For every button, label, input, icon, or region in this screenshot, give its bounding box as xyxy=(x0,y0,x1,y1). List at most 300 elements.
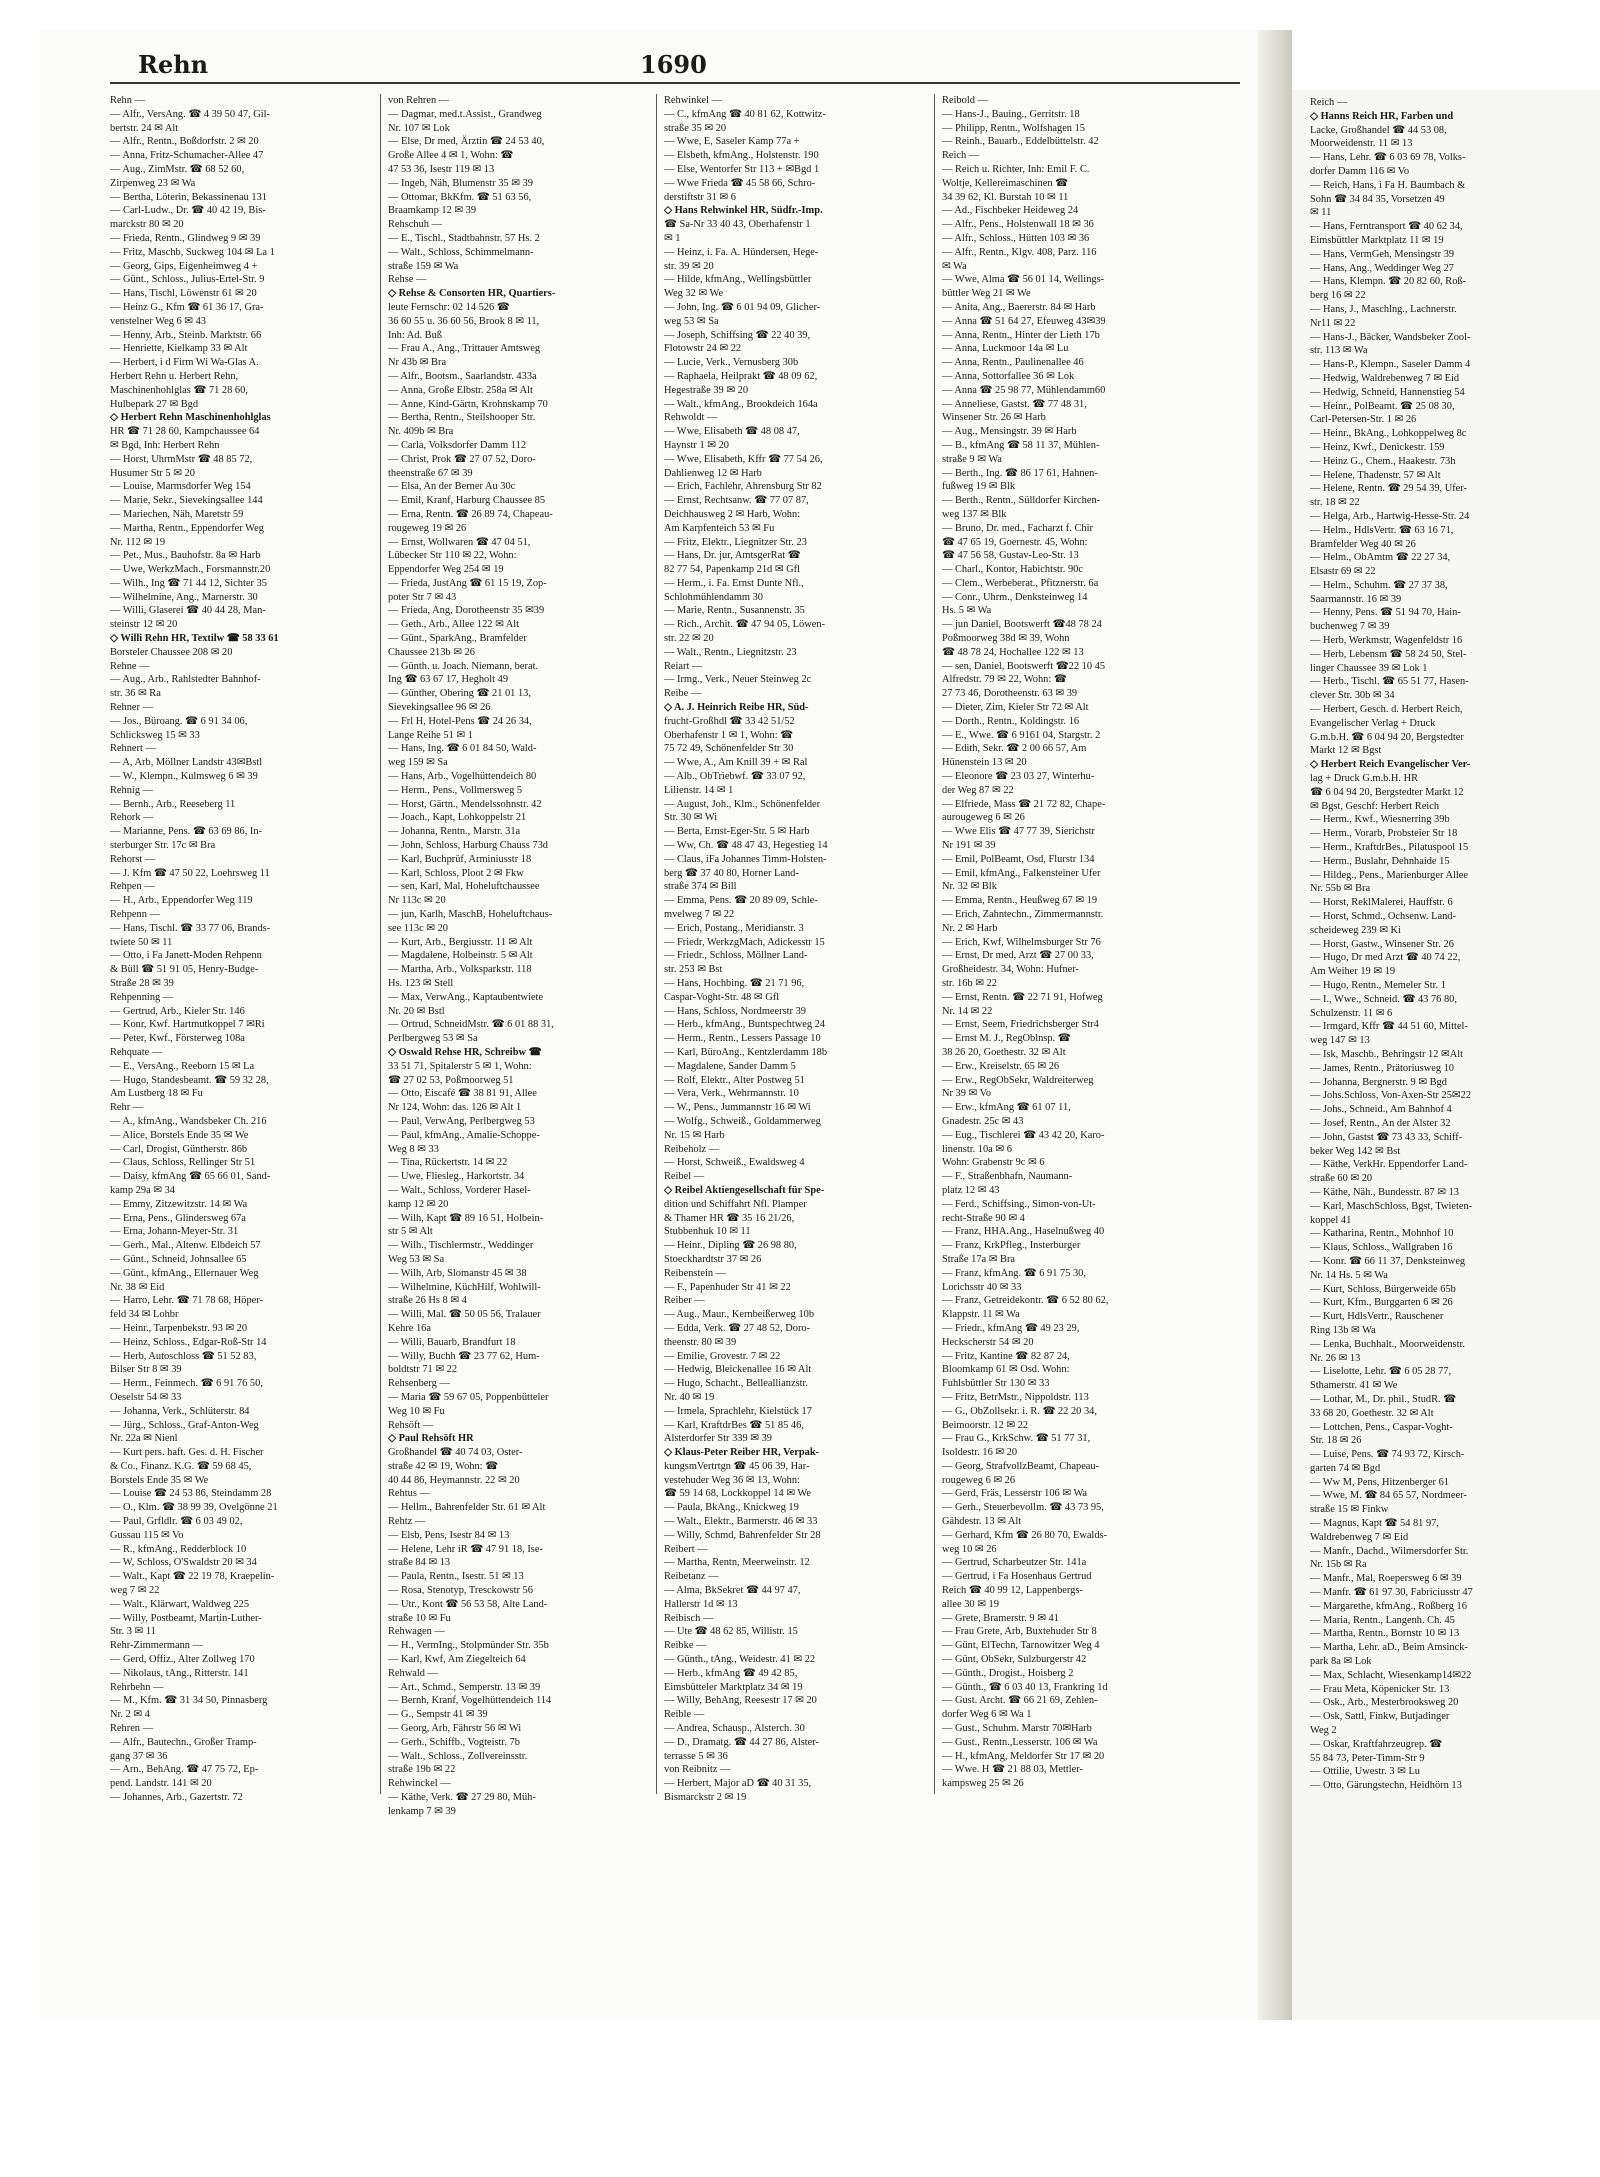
directory-entry-line: — Günth., tAng., Weidestr. 41 ✉ 22 xyxy=(664,1654,816,1666)
directory-entry-line: — Hans, Dr. jur, AmtsgerRat ☎ xyxy=(664,550,801,562)
directory-entry-line: — Franz, HHA.Ang., Haselnußweg 40 xyxy=(942,1226,1105,1238)
column-divider xyxy=(934,94,935,1794)
directory-entry-line: — Joseph, Schiffsing ☎ 22 40 39, xyxy=(664,329,811,341)
directory-entry-line: Gnadestr. 25c ✉ 43 xyxy=(942,1115,1024,1127)
adjacent-entry-line: — Käthe, VerkHr. Eppendorfer Land- xyxy=(1310,1159,1468,1171)
directory-entry-line: Bilser Str 8 ✉ 39 xyxy=(110,1364,182,1376)
directory-entry-line: — Dieter, Zim, Kieler Str 72 ✉ Alt xyxy=(942,702,1089,714)
adjacent-entry-line: — Herb, Werkmstr, Wagenfeldstr 16 xyxy=(1310,635,1463,647)
directory-entry-line: Rehorst — xyxy=(110,853,156,865)
directory-entry-line: — Wilh, Kapt ☎ 89 16 51, Holbein- xyxy=(388,1212,544,1224)
directory-entry-line: — Gerh., Steuerbevollm. ☎ 43 73 95, xyxy=(942,1502,1104,1514)
directory-entry-line: — Heinr., Tarpenbekstr. 93 ✉ 20 xyxy=(110,1322,248,1334)
directory-entry-line: — Horst, UhrmMstr ☎ 48 85 72, xyxy=(110,453,253,465)
directory-entry-line: von Rehren — xyxy=(388,95,450,106)
directory-entry-line: — Herbert, Major aD ☎ 40 31 35, xyxy=(664,1778,812,1790)
directory-entry-line: — Else, Dr med, Ärztin ☎ 24 53 40, xyxy=(388,136,545,148)
directory-entry-line: ☎ 47 56 58, Gustav-Leo-Str. 13 xyxy=(942,550,1079,562)
directory-entry-line: Reiber — xyxy=(664,1295,705,1307)
adjacent-entry-line: — Johs., Schneid., Am Bahnhof 4 xyxy=(1310,1104,1452,1116)
adjacent-entry-line: — Helene, Thadenstr. 57 ✉ Alt xyxy=(1310,469,1441,481)
directory-entry-line: — Karl, Buchprüf, Arminiusstr 18 xyxy=(388,853,532,865)
adjacent-entry-line: Sohn ☎ 34 84 35, Vorsetzen 49 xyxy=(1310,193,1445,205)
directory-entry-line: — Karl, KraftdrBes ☎ 51 85 46, xyxy=(664,1419,804,1431)
adjacent-entry-line: ✉ Bgst, Geschf: Herbert Reich xyxy=(1310,800,1440,812)
directory-entry-line: Rehtz — xyxy=(388,1516,426,1528)
directory-entry-line: — Erna, Rentn. ☎ 26 89 74, Chapeau- xyxy=(388,508,553,520)
adjacent-entry-line: — Hans, Ang., Weddinger Weg 27 xyxy=(1310,262,1454,274)
directory-entry-line: — Emil, kfmAng., Falkensteiner Ufer xyxy=(942,867,1101,879)
directory-entry-line: — Uwe, Fliesleg., Harkortstr. 34 xyxy=(388,1171,525,1183)
directory-entry-line: — Henny, Arb., Steinb. Marktstr. 66 xyxy=(110,329,262,341)
directory-entry-line: — Claus, Schloss, Rellinger Str 51 xyxy=(110,1157,256,1169)
directory-entry-line: 36 60 55 u. 36 60 56, Brook 8 ✉ 11, xyxy=(388,315,540,327)
directory-entry-line: — Alfr., Schloss., Hütten 103 ✉ 36 xyxy=(942,232,1090,244)
directory-entry-line: — Hans, Tischl, Löwenstr 61 ✉ 20 xyxy=(110,288,257,300)
directory-entry-line: — Frieda, JustAng ☎ 61 15 19, Zop- xyxy=(388,577,547,589)
directory-entry-line: — Käthe, Verk. ☎ 27 29 80, Müh- xyxy=(388,1792,536,1804)
directory-entry-line: boldtstr 71 ✉ 22 xyxy=(388,1364,458,1376)
adjacent-entry-line: — I., Wwe., Schneid. ☎ 43 76 80, xyxy=(1310,993,1457,1005)
directory-entry-line: Wohn: Grabenstr 9c ✉ 6 xyxy=(942,1157,1045,1169)
directory-entry-line: — W., Klempn., Kulmsweg 6 ✉ 39 xyxy=(110,771,258,783)
page-number: 1690 xyxy=(640,50,707,79)
directory-entry-line: Fuhlsbüttler Str 130 ✉ 33 xyxy=(942,1378,1050,1390)
directory-entry-line: — Karl, BüroAng., Kentzlerdamm 18b xyxy=(664,1046,828,1058)
adjacent-entry-line: — Helm., HdlsVertr. ☎ 63 16 71, xyxy=(1310,524,1454,536)
directory-entry-line: — Anita, Ang., Baererstr. 84 ✉ Harb xyxy=(942,301,1096,313)
adjacent-entry-line: — Irmgard, Kffr ☎ 44 51 60, Mittel- xyxy=(1310,1021,1468,1033)
directory-entry-line: — Hedwig, Bleickenallee 16 ✉ Alt xyxy=(664,1364,812,1376)
directory-entry-line: — Friedr., kfmAng ☎ 49 23 29, xyxy=(942,1322,1080,1334)
directory-entry-line: — Walt., Schloss., Zollvereinsstr. xyxy=(388,1750,528,1762)
directory-entry-line: str. 39 ✉ 20 xyxy=(664,260,714,272)
adjacent-entry-line: — Helene, Rentn. ☎ 29 54 39, Ufer- xyxy=(1310,483,1468,495)
directory-entry-line: leute Fernschr: 02 14 526 ☎ xyxy=(388,301,510,313)
directory-entry-line: — Kurt pers. haft. Ges. d. H. Fischer xyxy=(110,1447,264,1459)
adjacent-page-strip xyxy=(1292,90,1600,2020)
directory-entry-line: — J. Kfm ☎ 47 50 22, Loehrsweg 11 xyxy=(110,867,270,879)
directory-entry-line: — Walt., kfmAng., Brookdeich 164a xyxy=(664,398,818,410)
directory-entry-line: Hegestraße 39 ✉ 20 xyxy=(664,384,749,396)
directory-column-4 xyxy=(942,94,1204,1791)
adjacent-entry-line: — Hedwig, Waldrebenweg 7 ✉ Eid xyxy=(1310,372,1460,384)
directory-entry-line: — Irmela, Sprachlehr, Kielstück 17 xyxy=(664,1405,812,1417)
directory-entry-line: — Erich, Zahntechn., Zimmermannstr. xyxy=(942,909,1104,921)
directory-entry-line: Nr. 38 ✉ Eid xyxy=(110,1281,165,1293)
directory-entry-line: — Anna, Sottorfallee 36 ✉ Lok xyxy=(942,370,1075,382)
directory-entry-line: — Anne, Kind-Gärtn, Krohnskamp 70 xyxy=(388,398,548,410)
directory-entry-line: Rehtus — xyxy=(388,1488,430,1500)
directory-entry-line: ◇ Herbert Rehn Maschinenhohlglas xyxy=(110,412,271,424)
adjacent-entry-line: — Heinz, Kwf., Denickestr. 159 xyxy=(1310,441,1445,453)
directory-entry-line: allee 30 ✉ 19 xyxy=(942,1598,999,1610)
directory-entry-line: — Carla, Volksdorfer Damm 112 xyxy=(388,439,527,451)
directory-entry-line: — Heinz G., Kfm ☎ 61 36 17, Gra- xyxy=(110,301,264,313)
directory-entry-line: — Willy, Postbeamt, Martin-Luther- xyxy=(110,1612,262,1624)
directory-entry-line: Bloomkamp 61 ✉ Osd. Wohn: xyxy=(942,1364,1070,1376)
directory-entry-line: — B., kfmAng ☎ 58 11 37, Mühlen- xyxy=(942,439,1100,451)
directory-entry-line: — Carl-Ludw., Dr. ☎ 40 42 19, Bis- xyxy=(110,205,266,217)
adjacent-entry-line: — Magnus, Kapt ☎ 54 81 97, xyxy=(1310,1518,1439,1530)
directory-entry-line: — Hilde, kfmAng., Wellingsbüttler xyxy=(664,274,812,286)
directory-entry-line: — Günt, ElTechn, Tarnowitzer Weg 4 xyxy=(942,1640,1100,1652)
directory-entry-line: Oeselstr 54 ✉ 33 xyxy=(110,1391,182,1403)
directory-entry-line: — Franz, Getreidekontr. ☎ 6 52 80 62, xyxy=(942,1295,1109,1307)
directory-entry-line: — Karl, Kwf, Am Ziegelteich 64 xyxy=(388,1654,526,1666)
directory-entry-line: — Else, Wentorfer Str 113 + ✉Bgd 1 xyxy=(664,163,820,175)
directory-entry-line: Nr. 22a ✉ Nienl xyxy=(110,1433,178,1445)
adjacent-entry-line: — Luise, Pens. ☎ 74 93 72, Kirsch- xyxy=(1310,1449,1465,1461)
directory-entry-line: recht-Straße 90 ✉ 4 xyxy=(942,1212,1025,1224)
directory-entry-line: frucht-Großhdl ☎ 33 42 51/52 xyxy=(664,715,795,727)
directory-entry-line: Rehrbehn — xyxy=(110,1681,164,1693)
adjacent-entry-line: — Heinz G., Chem., Haakestr. 73h xyxy=(1310,455,1456,467)
directory-entry-line: Weg 10 ✉ Fu xyxy=(388,1405,445,1417)
directory-entry-line: — Herm., Rentn., Lessers Passage 10 xyxy=(664,1033,821,1045)
directory-entry-line: — Heinz, i. Fa. A. Hündersen, Hege- xyxy=(664,246,819,258)
directory-entry-line: — Pet., Mus., Bauhofstr. 8a ✉ Harb xyxy=(110,550,261,562)
adjacent-entry-line: 55 84 73, Peter-Timm-Str 9 xyxy=(1310,1752,1425,1764)
directory-entry-line: & Co., Finanz. K.G. ☎ 59 68 45, xyxy=(110,1460,252,1472)
directory-entry-line: — Hans, Ing. ☎ 6 01 84 50, Wald- xyxy=(388,743,537,755)
directory-entry-line: Alsterdorfer Str 339 ✉ 39 xyxy=(664,1433,772,1445)
directory-entry-line: — Gertrud, Arb., Kieler Str. 146 xyxy=(110,1005,245,1017)
directory-entry-line: — Bernh., Arb., Reeseberg 11 xyxy=(110,798,236,810)
adjacent-entry-line: — Lenka, Buchhalt., Moorweidenstr. xyxy=(1310,1338,1465,1350)
directory-entry-line: — Aug., Arb., Rahlstedter Bahnhof- xyxy=(110,674,261,686)
directory-entry-line: — Erw., kfmAng ☎ 61 07 11, xyxy=(942,1102,1071,1114)
directory-entry-line: — Joach., Kapt, Lohkoppelstr 21 xyxy=(388,812,527,824)
directory-entry-line: — Ernst, Dr med, Arzt ☎ 27 00 33, xyxy=(942,950,1094,962)
directory-entry-line: terrasse 5 ✉ 36 xyxy=(664,1750,728,1762)
directory-entry-line: — Anna, Luckmoor 14a ✉ Lu xyxy=(942,343,1069,355)
adjacent-entry-line: — Johanna, Bergnerstr. 9 ✉ Bgd xyxy=(1310,1076,1447,1088)
directory-entry-line: Rehwinckel — xyxy=(388,1778,451,1790)
directory-entry-line: venstelner Weg 6 ✉ 43 xyxy=(110,315,206,327)
directory-entry-line: — Willy, Buchh ☎ 23 77 62, Hum- xyxy=(388,1350,540,1362)
adjacent-entry-line: straße 15 ✉ Finkw xyxy=(1310,1504,1389,1516)
directory-entry-line: — Anna, Große Elbstr. 258a ✉ Alt xyxy=(388,384,533,396)
directory-entry-line: 75 72 49, Schönenfelder Str 30 xyxy=(664,743,794,755)
directory-entry-line: Oberhafenstr 1 ✉ 1, Wohn: ☎ xyxy=(664,729,794,741)
directory-entry-line: — Utr., Kont ☎ 56 53 58, Alte Land- xyxy=(388,1598,548,1610)
directory-entry-line: Haynstr 1 ✉ 20 xyxy=(664,439,729,451)
directory-entry-line: — Johanna, Verk., Schlüterstr. 84 xyxy=(110,1405,250,1417)
adjacent-entry-line: Nr. 26 ✉ 13 xyxy=(1310,1352,1361,1364)
directory-entry-line: — Paul, Grfldlr. ☎ 6 03 49 02, xyxy=(110,1516,243,1528)
directory-entry-line: — Gerd, Fräs, Lesserstr 106 ✉ Wa xyxy=(942,1488,1088,1500)
directory-entry-line: — Ottomar, BkKfm. ☎ 51 63 56, xyxy=(388,191,532,203)
directory-entry-line: — Friedr., Schloss, Möllner Land- xyxy=(664,950,808,962)
adjacent-entry-line: — Hildeg., Pens., Marienburger Allee xyxy=(1310,869,1468,881)
adjacent-entry-line: Sthamerstr. 41 ✉ We xyxy=(1310,1380,1398,1392)
directory-entry-line: Nr 39 ✉ Vo xyxy=(942,1088,992,1100)
directory-entry-line: — Eleonore ☎ 23 03 27, Winterhu- xyxy=(942,771,1095,783)
directory-entry-line: — Erich, Kwf, Wilhelmsburger Str 76 xyxy=(942,936,1101,948)
directory-entry-line: Am Karpfenteich 53 ✉ Fu xyxy=(664,522,775,534)
directory-entry-line: — Lucie, Verk., Vernusberg 30b xyxy=(664,357,799,369)
directory-entry-line: weg 137 ✉ Blk xyxy=(942,508,1007,520)
adjacent-entry-line: Nr. 15b ✉ Ra xyxy=(1310,1559,1367,1571)
directory-entry-line: Lübecker Str 110 ✉ 22, Wohn: xyxy=(388,550,517,562)
directory-entry-line: — Walt., Klärwart, Waldweg 225 xyxy=(110,1598,250,1610)
directory-entry-line: Großheidestr. 34, Wohn: Hufner- xyxy=(942,964,1079,976)
adjacent-entry-line: Lacke, Großhandel ☎ 44 53 08, xyxy=(1310,124,1447,136)
directory-entry-line: Alfredstr. 79 ✉ 22, Wohn: ☎ xyxy=(942,674,1067,686)
directory-entry-line: Nr. 409b ✉ Bra xyxy=(388,426,454,438)
adjacent-entry-line: — Hans, VermGeh, Mensingstr 39 xyxy=(1310,248,1455,260)
directory-entry-line: — Anna, Rentn., Hinter der Lieth 17b xyxy=(942,329,1100,341)
adjacent-entry-line: garten 74 ✉ Bgd xyxy=(1310,1462,1381,1474)
directory-entry-line: Reich — xyxy=(942,150,980,162)
directory-entry-line: ◇ A. J. Heinrich Reibe HR, Süd- xyxy=(664,702,809,714)
directory-entry-line: Reibetanz — xyxy=(664,1571,719,1583)
adjacent-entry-line: Bramfelder Weg 40 ✉ 26 xyxy=(1310,538,1416,550)
directory-entry-line: — Erna, Pens., Glindersweg 67a xyxy=(110,1212,246,1224)
adjacent-entry-line: ☎ 6 04 94 20, Bergstedter Markt 12 xyxy=(1310,786,1464,798)
directory-entry-line: — W., Pens., Jummannstr 16 ✉ Wi xyxy=(664,1102,811,1114)
directory-entry-line: str. 253 ✉ Bst xyxy=(664,964,723,976)
directory-entry-line: — Walt., Rentn., Liegnitzstr. 23 xyxy=(664,646,797,658)
directory-entry-line: — Dorth., Rentn., Koldingstr. 16 xyxy=(942,715,1080,727)
adjacent-entry-line: Markt 12 ✉ Bgst xyxy=(1310,745,1382,757)
directory-entry-line: Rehquate — xyxy=(110,1046,163,1058)
directory-entry-line: — Wwe Frieda ☎ 45 58 66, Schro- xyxy=(664,177,816,189)
directory-entry-line: 38 26 20, Goethestr. 32 ✉ Alt xyxy=(942,1046,1066,1058)
directory-entry-line: — Bertha, Rentn., Steilshooper Str. xyxy=(388,412,536,424)
directory-entry-line: — Ferd., Schiffsing., Simon-von-Ut- xyxy=(942,1198,1096,1210)
directory-entry-line: Str. 30 ✉ Wi xyxy=(664,812,718,824)
directory-entry-line: — Willi, Glaserei ☎ 40 44 28, Man- xyxy=(110,605,266,617)
directory-entry-line: Nr. 40 ✉ 19 xyxy=(664,1391,715,1403)
directory-entry-line: — Wilh., Tischlermstr., Weddinger xyxy=(388,1240,534,1252)
directory-entry-line: Flotowstr 24 ✉ 22 xyxy=(664,343,742,355)
directory-entry-line: berg ☎ 37 40 80, Horner Land- xyxy=(664,867,799,879)
directory-entry-line: Nr. 14 ✉ 22 xyxy=(942,1005,993,1017)
adjacent-entry-line: Carl-Petersen-Str. 1 ✉ 26 xyxy=(1310,414,1417,426)
directory-entry-line: str. 16b ✉ 22 xyxy=(942,978,997,989)
directory-entry-line: ◇ Oswald Rehse HR, Schreibw ☎ xyxy=(388,1046,542,1058)
directory-entry-line: — Carl, Drogist, Güntherstr. 86b xyxy=(110,1143,248,1155)
directory-entry-line: — Marie, Rentn., Susannenstr. 35 xyxy=(664,605,805,617)
adjacent-entry-line: Moorweidenstr. 11 ✉ 13 xyxy=(1310,138,1413,150)
directory-entry-line: — Franz, KrkPfleg., Insterburger xyxy=(942,1240,1081,1252)
directory-entry-line: — Willi, Bauarb, Brandfurt 18 xyxy=(388,1336,516,1348)
directory-entry-line: — Franz, kfmAng. ☎ 6 91 75 30, xyxy=(942,1267,1086,1279)
adjacent-entry-line: — Reich, Hans, i Fa H. Baumbach & xyxy=(1310,179,1466,191)
directory-entry-line: linenstr. 10a ✉ 6 xyxy=(942,1143,1012,1155)
directory-entry-line: — Walt., Kapt ☎ 22 19 78, Kraepelin- xyxy=(110,1571,275,1583)
directory-entry-line: 47 53 36, Isestr 119 ✉ 13 xyxy=(388,163,495,175)
directory-entry-line: weg 53 ✉ Sa xyxy=(664,315,719,327)
directory-entry-line: — Hugo, Standesbeamt. ☎ 59 32 28, xyxy=(110,1074,269,1086)
directory-entry-line: Rehork — xyxy=(110,812,154,824)
directory-entry-line: — Hans, Schloss, Nordmeerstr 39 xyxy=(664,1005,806,1017)
directory-entry-line: Reibenstein — xyxy=(664,1267,727,1279)
adjacent-entry-line: — Hedwig, Schneid, Hannenstieg 54 xyxy=(1310,386,1465,398)
directory-entry-line: kamp 29a ✉ 34 xyxy=(110,1184,175,1196)
directory-entry-line: — Herm., Pens., Vollmersweg 5 xyxy=(388,784,523,796)
adjacent-entry-line: — Hugo, Dr med Arzt ☎ 40 74 22, xyxy=(1310,952,1461,964)
directory-entry-line: — Arn., BehAng. ☎ 47 75 72, Ep- xyxy=(110,1764,259,1776)
adjacent-entry-line: — Konr. ☎ 66 11 37, Denksteinweg xyxy=(1310,1255,1466,1267)
directory-entry-line: kungsmVertrtgn ☎ 45 06 39, Har- xyxy=(664,1460,810,1472)
directory-entry-line: straße 19b ✉ 22 xyxy=(388,1764,456,1776)
directory-entry-line: straße 9 ✉ Wa xyxy=(942,453,1002,465)
adjacent-entry-line: — Herbert, Gesch. d. Herbert Reich, xyxy=(1310,704,1463,716)
directory-entry-line: Weg 32 ✉ We xyxy=(664,288,724,300)
directory-entry-line: — Günt., Schneid, Johnsallee 65 xyxy=(110,1253,247,1265)
directory-entry-line: — Ernst, Rechtsanw. ☎ 77 07 87, xyxy=(664,495,809,507)
directory-entry-line: feld 34 ✉ Lohbr xyxy=(110,1309,179,1321)
directory-entry-line: Bismarckstr 2 ✉ 19 xyxy=(664,1792,747,1804)
directory-entry-line: Reibisch — xyxy=(664,1612,714,1624)
adjacent-entry-line: — Hans-P., Klempn., Saseler Damm 4 xyxy=(1310,359,1471,371)
directory-entry-line: — D., Dramatg. ☎ 44 27 86, Alster- xyxy=(664,1736,820,1748)
directory-entry-line: Nr. 2 ✉ Harb xyxy=(942,922,998,934)
directory-entry-line: see 113c ✉ 20 xyxy=(388,922,448,934)
adjacent-entry-line: Saarmannstr. 16 ✉ 39 xyxy=(1310,593,1402,605)
directory-entry-line: — Edda, Verk. ☎ 27 48 52, Doro- xyxy=(664,1322,811,1334)
adjacent-entry-line: — Karl, MaschSchloss, Bgst, Twieten- xyxy=(1310,1200,1473,1212)
directory-entry-line: — Fritz, Maschb, Suckweg 104 ✉ La 1 xyxy=(110,246,275,258)
directory-entry-line: — Wwe, Elisabeth ☎ 48 08 47, xyxy=(664,426,800,438)
directory-entry-line: mvelweg 7 ✉ 22 xyxy=(664,909,735,921)
directory-entry-line: — Gust. Archt. ☎ 66 21 69, Zehlen- xyxy=(942,1695,1098,1707)
adjacent-entry-line: — Lothar, M., Dr. phil., StudR. ☎ xyxy=(1310,1393,1457,1405)
directory-entry-line: — Emma, Pens. ☎ 20 89 09, Schle- xyxy=(664,895,818,907)
directory-entry-line: 82 77 54, Papenkamp 21d ✉ Gfl xyxy=(664,564,800,576)
directory-entry-line: — Elsb, Pens, Isestr 84 ✉ 13 xyxy=(388,1529,510,1541)
adjacent-entry-line: — Heinr., PolBeamt. ☎ 25 08 30, xyxy=(1310,400,1455,412)
directory-entry-line: str 5 ✉ Alt xyxy=(388,1226,433,1238)
directory-entry-line: — Otto, i Fa Janett-Moden Rehpenn xyxy=(110,950,262,962)
adjacent-entry-line: — Horst, Gastw., Winsener Str. 26 xyxy=(1310,938,1454,950)
directory-entry-line: Rehren — xyxy=(110,1723,153,1735)
directory-entry-line: str. 36 ✉ Ra xyxy=(110,688,161,700)
directory-entry-line: Rehpen — xyxy=(110,881,155,893)
directory-entry-line: — Wwe, A., Am Knill 39 + ✉ Ral xyxy=(664,757,808,769)
running-head: Rehn xyxy=(138,50,209,79)
directory-entry-line: Hulbepark 27 ✉ Bgd xyxy=(110,398,199,410)
directory-entry-line: — Clem., Werbeberat., Pfitznerstr. 6a xyxy=(942,577,1099,589)
directory-entry-line: Rehsenberg — xyxy=(388,1378,450,1390)
directory-entry-line: — Hans, Arb., Vogelhüttendeich 80 xyxy=(388,771,537,783)
directory-entry-line: platz 12 ✉ 43 xyxy=(942,1184,1000,1196)
directory-entry-line: Herbert Rehn u. Herbert Rehn, xyxy=(110,370,239,382)
directory-entry-line: Nr. 15 ✉ Harb xyxy=(664,1129,725,1141)
directory-entry-line: Reibel — xyxy=(664,1171,705,1183)
directory-entry-line: — Wwe, E, Saseler Kamp 77a + xyxy=(664,136,800,148)
adjacent-entry-line: park 8a ✉ Lok xyxy=(1310,1656,1372,1668)
directory-entry-line: & Thamer HR ☎ 35 16 21/26, xyxy=(664,1212,795,1224)
adjacent-entry-line: Ring 13b ✉ Wa xyxy=(1310,1324,1376,1336)
directory-entry-line: — Horst, Gärtn., Mendelssohnstr. 42 xyxy=(388,798,542,810)
directory-entry-line: — Georg, StrafvollzBeamt, Chapeau- xyxy=(942,1460,1100,1472)
directory-entry-line: 27 73 46, Dorotheenstr. 63 ✉ 39 xyxy=(942,688,1078,700)
adjacent-entry-line: Schulzenstr. 11 ✉ 6 xyxy=(1310,1007,1393,1019)
adjacent-entry-line: — Henny, Pens. ☎ 51 94 70, Hain- xyxy=(1310,607,1461,619)
directory-entry-line: — H., Arb., Eppendorfer Weg 119 xyxy=(110,895,253,907)
directory-entry-line: — Anna ☎ 25 98 77, Mühlendamm60 xyxy=(942,384,1106,396)
directory-entry-line: — Magdalene, Sander Damm 5 xyxy=(664,1060,796,1072)
adjacent-entry-line: — Osk., Arb., Mesterbrooksweg 20 xyxy=(1310,1697,1459,1709)
directory-entry-line: — Paula, Rentn., Isestr. 51 ✉ 13 xyxy=(388,1571,524,1583)
directory-entry-line: — Wwe. H ☎ 21 88 03, Mettler- xyxy=(942,1764,1083,1776)
directory-entry-line: Woltje, Kellereimaschinen ☎ xyxy=(942,177,1069,189)
directory-entry-line: — Frau Grete, Arb, Buxtehuder Str 8 xyxy=(942,1626,1097,1638)
adjacent-entry-line: — Katharina, Rentn., Mohnhof 10 xyxy=(1310,1228,1454,1240)
directory-entry-line: rougeweg 6 ✉ 26 xyxy=(942,1474,1016,1486)
directory-entry-line: — Martha, Arb., Volksparkstr. 118 xyxy=(388,964,532,976)
directory-entry-line: — Erna, Johann-Meyer-Str. 31 xyxy=(110,1226,239,1238)
directory-entry-line: — Gerh., Schiffb., Vogteistr. 7b xyxy=(388,1736,520,1748)
directory-entry-line: — Nikolaus, tAng., Ritterstr. 141 xyxy=(110,1667,249,1679)
directory-entry-line: Rehwald — xyxy=(388,1667,438,1679)
directory-entry-line: 33 51 71, Spitalerstr 5 ✉ 1, Wohn: xyxy=(388,1060,532,1072)
directory-entry-line: — Gust., Rentn.,Lesserstr. 106 ✉ Wa xyxy=(942,1736,1098,1748)
directory-entry-line: — Gerd, Offiz., Alter Zollweg 170 xyxy=(110,1654,255,1666)
adjacent-entry-line: ◇ Hanns Reich HR, Farben und xyxy=(1310,110,1454,122)
directory-entry-line: ◇ Reibel Aktiengesellschaft für Spe- xyxy=(664,1184,825,1196)
directory-entry-line: Braamkamp 12 ✉ 39 xyxy=(388,205,477,217)
directory-entry-line: Rehpenning — xyxy=(110,991,174,1003)
directory-entry-line: straße 26 Hs 8 ✉ 4 xyxy=(388,1295,467,1307)
header-rule xyxy=(110,82,1240,84)
adjacent-entry-line: — Oskar, Kraftfahrzeugrep. ☎ xyxy=(1310,1738,1443,1750)
adjacent-entry-line: beker Weg 142 ✉ Bst xyxy=(1310,1145,1401,1157)
adjacent-entry-line: linger Chaussee 39 ✉ Lok 1 xyxy=(1310,662,1428,674)
adjacent-entry-line: Reich — xyxy=(1310,97,1348,108)
adjacent-entry-line: — Helm., Schuhm. ☎ 27 37 38, xyxy=(1310,579,1448,591)
directory-entry-line: — Ww, Ch. ☎ 48 47 43, Hegestieg 14 xyxy=(664,840,828,852)
directory-entry-line: — R., kfmAng., Redderblock 10 xyxy=(110,1543,247,1555)
directory-entry-line: Straße 17a ✉ Bra xyxy=(942,1253,1016,1265)
directory-entry-line: Reible — xyxy=(664,1709,705,1721)
adjacent-entry-line: Nr11 ✉ 22 xyxy=(1310,317,1356,329)
directory-entry-line: — Gertrud, Scharbeutzer Str. 141a xyxy=(942,1557,1087,1569)
directory-entry-line: — Hugo, Schacht., Belleallianzstr. xyxy=(664,1378,808,1390)
directory-entry-line: — John, Schloss, Harburg Chauss 73d xyxy=(388,840,548,852)
directory-entry-line: — M., Kfm. ☎ 31 34 50, Pinnasberg xyxy=(110,1695,268,1707)
adjacent-entry-line: str. 113 ✉ Wa xyxy=(1310,345,1368,357)
adjacent-entry-line: — Johs.Schloss, Von-Axen-Str 25✉22 xyxy=(1310,1090,1472,1102)
directory-entry-line: — A., kfmAng., Wandsbeker Ch. 216 xyxy=(110,1115,267,1127)
directory-entry-line: — Louise, Marmsdorfer Weg 154 xyxy=(110,481,251,493)
directory-entry-line: Schlicksweg 15 ✉ 33 xyxy=(110,729,200,741)
directory-entry-line: straße 84 ✉ 13 xyxy=(388,1557,451,1569)
directory-entry-line: Hallerstr 1d ✉ 13 xyxy=(664,1598,738,1610)
directory-entry-line: — Raphaela, Heilprakt ☎ 48 09 62, xyxy=(664,370,818,382)
directory-entry-line: Lorichsstr 40 ✉ 33 xyxy=(942,1281,1022,1293)
directory-entry-line: — Marianne, Pens. ☎ 63 69 86, In- xyxy=(110,826,263,838)
directory-entry-line: Borstels Ende 35 ✉ We xyxy=(110,1474,209,1486)
directory-entry-line: — Alb., ObTriebwf. ☎ 33 07 92, xyxy=(664,771,806,783)
adjacent-entry-line: — Hugo, Rentn., Memeler Str. 1 xyxy=(1310,980,1446,991)
directory-entry-line: — Ernst, Seem, Friedrichsberger Str4 xyxy=(942,1019,1099,1031)
directory-entry-line: Dahlienweg 12 ✉ Harb xyxy=(664,467,762,479)
directory-entry-line: — Maria ☎ 59 67 05, Poppenbütteler xyxy=(388,1391,549,1403)
directory-entry-line: — Alfr., Rentn., Boßdorfstr. 2 ✉ 20 xyxy=(110,136,259,148)
directory-entry-line: Heckscherstr 54 ✉ 20 xyxy=(942,1336,1034,1348)
directory-entry-line: — Frau G., KrkSchw. ☎ 51 77 31, xyxy=(942,1433,1091,1445)
adjacent-entry-line: — Käthe, Näh., Bundesstr. 87 ✉ 13 xyxy=(1310,1186,1459,1198)
adjacent-entry-line: Weg 2 xyxy=(1310,1725,1337,1737)
directory-entry-line: aurougeweg 6 ✉ 26 xyxy=(942,812,1025,824)
directory-entry-line: Stoeckhardtstr 37 ✉ 26 xyxy=(664,1253,762,1265)
directory-entry-line: — Martha, Rentn, Meerweinstr. 12 xyxy=(664,1557,810,1569)
